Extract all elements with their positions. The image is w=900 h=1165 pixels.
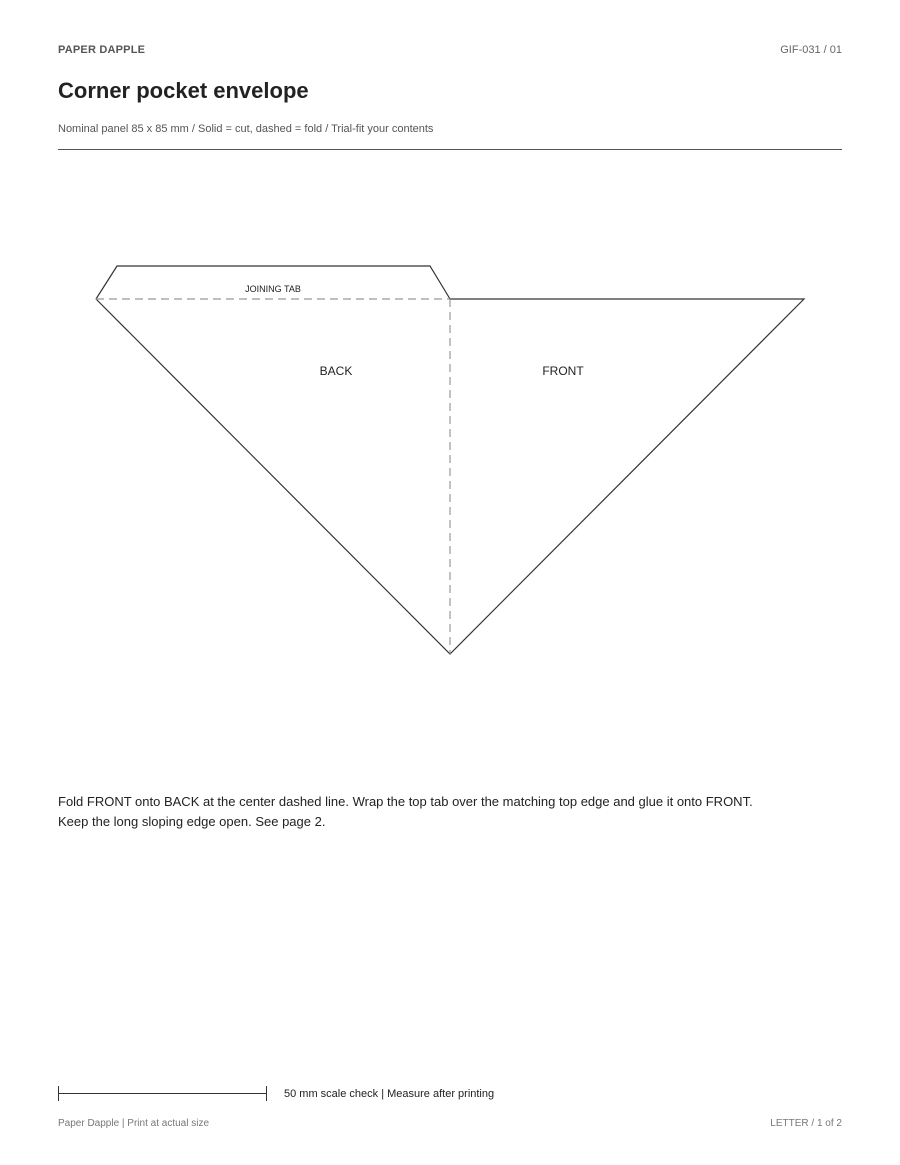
document-id: GIF-031 / 01 (780, 44, 842, 56)
scale-bar-label: 50 mm scale check | Measure after printing (284, 1088, 495, 1100)
footer-note: Paper Dapple | Print at actual size (58, 1118, 210, 1129)
brand-name: PAPER DAPPLE (58, 44, 146, 56)
joining-tab-label: JOINING TAB (245, 284, 301, 294)
instructions (58, 792, 842, 832)
joining-tab-cut-line (96, 266, 450, 299)
scale-bar-end-tick (266, 1086, 267, 1101)
back-panel-label: BACK (319, 364, 353, 378)
scale-bar (58, 1093, 267, 1094)
page-title: Corner pocket envelope (58, 78, 309, 103)
front-panel-label: FRONT (542, 364, 584, 378)
instruction-line: Fold FRONT onto BACK at the center dashed line. Wrap the top tab over the matching top edge and glue it onto FRONT. (58, 794, 753, 809)
page-indicator: LETTER / 1 of 2 (770, 1118, 842, 1129)
instruction-line: Keep the long sloping edge open. See page 2. (58, 814, 326, 829)
page-subtitle: Nominal panel 85 x 85 mm / Solid = cut, dashed = fold / Trial-fit your contents (58, 123, 434, 135)
